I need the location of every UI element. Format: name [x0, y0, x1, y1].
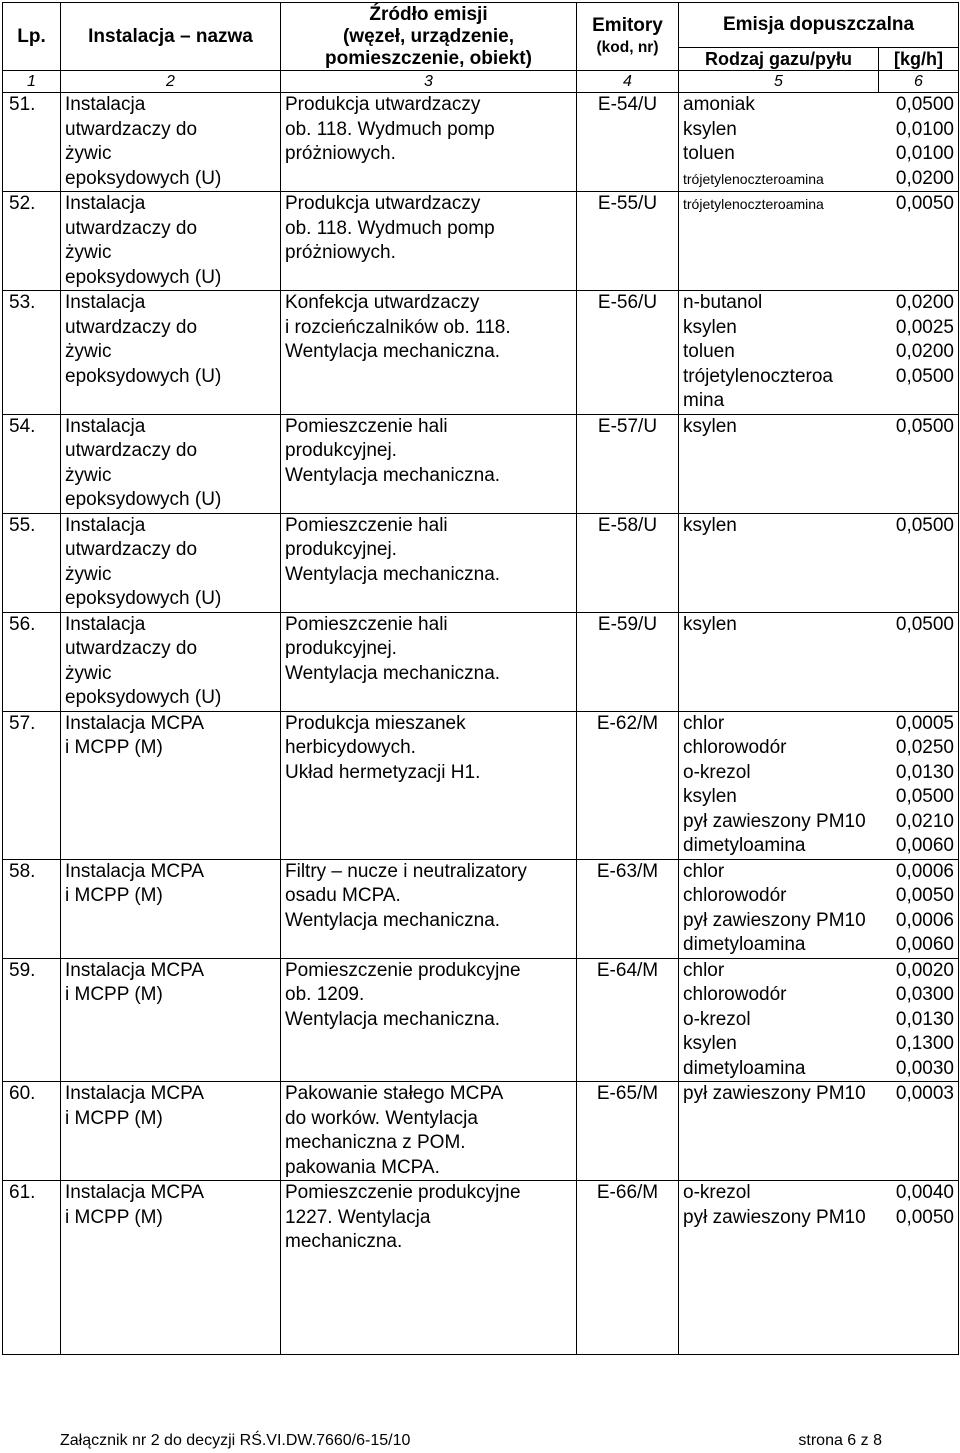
gas-entry [683, 1181, 954, 1206]
gas-entry [683, 933, 954, 958]
table-row [3, 291, 959, 415]
row-number: 52. [3, 192, 61, 291]
gas-entry [683, 613, 954, 638]
gas-name: chlorowodór [683, 737, 787, 758]
emitter-code: E-63/M [577, 859, 679, 958]
gas-entry [683, 1057, 954, 1082]
installation-name: Instalacja utwardzaczy do żywic epoksydowych (U) [61, 513, 281, 612]
emitter-code: E-58/U [577, 513, 679, 612]
gas-entry [683, 785, 954, 810]
table-row [3, 958, 959, 1082]
gas-name: o-krezol [683, 1008, 751, 1030]
gas-entry [683, 983, 954, 1008]
gas-list [679, 291, 959, 415]
emitter-code: E-56/U [577, 291, 679, 415]
gas-entry [683, 1206, 954, 1231]
emission-source: Produkcja utwardzaczy ob. 118. Wydmuch pomp próżniowych. [281, 93, 577, 192]
gas-name: ksylen [683, 786, 737, 807]
gas-entry [683, 142, 954, 167]
gas-name: ksylen [683, 415, 737, 437]
gas-name: ksylen [683, 514, 737, 536]
gas-value: 0,0210 [895, 810, 954, 832]
gas-name: pył zawieszony PM10 [683, 1206, 866, 1228]
gas-name: chlor [683, 959, 725, 981]
row-number: 58. [3, 859, 61, 958]
table-row [3, 711, 959, 859]
gas-value: 0,0050 [895, 1206, 954, 1228]
gas-value: 0,0200 [895, 341, 954, 362]
gas-entry [683, 415, 954, 440]
gas-value: 0,0500 [895, 514, 954, 536]
gas-value: 0,0030 [895, 1057, 954, 1079]
emission-source: Pakowanie stałego MCPA do worków. Wentylacja mechaniczna z POM. pakowania MCPA. [281, 1082, 577, 1181]
table-row [3, 1082, 959, 1181]
gas-name: trójetylenoczteroamina [683, 170, 824, 187]
gas-name: ksylen [683, 1033, 737, 1054]
gas-entry [683, 340, 954, 365]
gas-value: 0,0500 [895, 786, 954, 807]
gas-value: 0,0020 [895, 959, 954, 981]
gas-value: 0,0100 [895, 118, 954, 140]
emission-table [2, 2, 959, 1355]
row-number: 51. [3, 93, 61, 192]
gas-name: n-butanol [683, 292, 763, 313]
gas-name: ksylen [683, 316, 737, 338]
row-number: 60. [3, 1082, 61, 1181]
column-index-row: 1 2 3 4 5 6 [3, 71, 959, 93]
row-number: 53. [3, 291, 61, 415]
gas-name: toluen [683, 143, 735, 164]
gas-value: 0,0006 [895, 860, 954, 882]
gas-list [679, 513, 959, 612]
table-row [3, 513, 959, 612]
gas-entry [683, 810, 954, 835]
installation-name: Instalacja MCPA i MCPP (M) [61, 958, 281, 1082]
header-rodzaj: Rodzaj gazu/pyłu [679, 48, 879, 71]
gas-entry [683, 365, 954, 414]
gas-value: 0,0060 [895, 934, 954, 955]
gas-list [679, 958, 959, 1082]
footer-reference: Załącznik nr 2 do decyzji RŚ.VI.DW.7660/6-15/10 [60, 1432, 411, 1449]
gas-name: chlorowodór [683, 885, 787, 906]
table-row [3, 93, 959, 192]
gas-name: o-krezol [683, 1182, 751, 1203]
row-number: 61. [3, 1181, 61, 1355]
header-emisja: Emisja dopuszczalna [679, 3, 959, 48]
gas-entry [683, 316, 954, 341]
row-number: 59. [3, 958, 61, 1082]
gas-value: 0,0003 [895, 1083, 954, 1104]
gas-name: chlor [683, 860, 725, 882]
gas-list [679, 1082, 959, 1181]
gas-value: 0,0040 [895, 1182, 954, 1203]
gas-name: trójetylenoczteroa mina [683, 365, 833, 411]
gas-entry [683, 909, 954, 934]
gas-list [679, 1181, 959, 1355]
gas-value: 0,1300 [895, 1033, 954, 1054]
table-row [3, 192, 959, 291]
installation-name: Instalacja MCPA i MCPP (M) [61, 1082, 281, 1181]
installation-name: Instalacja utwardzaczy do żywic epoksydowych (U) [61, 612, 281, 711]
table-row [3, 612, 959, 711]
emitter-code: E-65/M [577, 1082, 679, 1181]
row-number: 55. [3, 513, 61, 612]
gas-name: dimetyloamina [683, 1057, 806, 1079]
gas-name: trójetylenoczteroamina [683, 196, 824, 212]
gas-name: pył zawieszony PM10 [683, 810, 866, 832]
gas-entry [683, 884, 954, 909]
gas-value: 0,0025 [895, 316, 954, 338]
gas-entry [683, 291, 954, 316]
emitter-code: E-64/M [577, 958, 679, 1082]
installation-name: Instalacja MCPA i MCPP (M) [61, 1181, 281, 1355]
emission-source: Pomieszczenie produkcyjne ob. 1209. Wentylacja mechaniczna. [281, 958, 577, 1082]
header-instalacja: Instalacja – nazwa [61, 3, 281, 71]
emission-source: Produkcja utwardzaczy ob. 118. Wydmuch pomp próżniowych. [281, 192, 577, 291]
gas-value: 0,0050 [895, 885, 954, 906]
gas-name: chlorowodór [683, 984, 787, 1005]
gas-value: 0,0500 [895, 415, 954, 437]
gas-name: dimetyloamina [683, 835, 806, 856]
gas-value: 0,0006 [895, 909, 954, 931]
header-zrodlo: Źródło emisji (węzeł, urządzenie, pomieszczenie, obiekt) [281, 3, 577, 71]
emission-source: Konfekcja utwardzaczy i rozcieńczalników ob. 118. Wentylacja mechaniczna. [281, 291, 577, 415]
gas-value: 0,0050 [895, 193, 954, 214]
gas-list [679, 192, 959, 291]
installation-name: Instalacja utwardzaczy do żywic epoksydowych (U) [61, 291, 281, 415]
gas-value: 0,0130 [895, 1008, 954, 1030]
gas-value: 0,0500 [895, 94, 954, 115]
header-lp: Lp. [3, 3, 61, 71]
installation-name: Instalacja MCPA i MCPP (M) [61, 711, 281, 859]
emitter-code: E-59/U [577, 612, 679, 711]
footer-page-number: strona 6 z 8 [798, 1432, 882, 1449]
gas-value: 0,0500 [895, 613, 954, 635]
gas-entry [683, 860, 954, 885]
installation-name: Instalacja utwardzaczy do żywic epoksydowych (U) [61, 414, 281, 513]
gas-list [679, 414, 959, 513]
emitter-code: E-57/U [577, 414, 679, 513]
header-jednostka: [kg/h] [879, 48, 959, 71]
gas-name: toluen [683, 341, 735, 362]
row-number: 56. [3, 612, 61, 711]
table-row [3, 414, 959, 513]
row-number: 54. [3, 414, 61, 513]
gas-list [679, 612, 959, 711]
gas-entry [683, 736, 954, 761]
gas-value: 0,0200 [895, 292, 954, 313]
gas-entry [683, 712, 954, 737]
installation-name: Instalacja utwardzaczy do żywic epoksydowych (U) [61, 93, 281, 192]
gas-entry [683, 834, 954, 859]
gas-value: 0,0005 [895, 712, 954, 734]
emission-source: Pomieszczenie produkcyjne 1227. Wentylacja mechaniczna. [281, 1181, 577, 1355]
emission-source: Pomieszczenie hali produkcyjnej. Wentylacja mechaniczna. [281, 612, 577, 711]
page-footer [60, 1432, 882, 1450]
gas-entry [683, 167, 954, 192]
emitter-code: E-62/M [577, 711, 679, 859]
gas-entry [683, 959, 954, 984]
gas-entry [683, 192, 954, 217]
emission-source: Filtry – nucze i neutralizatory osadu MCPA. Wentylacja mechaniczna. [281, 859, 577, 958]
gas-value: 0,0060 [895, 835, 954, 856]
gas-list [679, 859, 959, 958]
gas-list [679, 711, 959, 859]
gas-entry [683, 118, 954, 143]
emitter-code: E-55/U [577, 192, 679, 291]
header-emitory: Emitory (kod, nr) [577, 3, 679, 71]
gas-value: 0,0500 [895, 365, 954, 387]
emission-source: Pomieszczenie hali produkcyjnej. Wentylacja mechaniczna. [281, 414, 577, 513]
table-row [3, 1181, 959, 1355]
gas-name: ksylen [683, 118, 737, 140]
gas-value: 0,0100 [895, 143, 954, 164]
gas-entry [683, 514, 954, 539]
gas-value: 0,0300 [895, 984, 954, 1005]
emitter-code: E-66/M [577, 1181, 679, 1355]
gas-value: 0,0130 [895, 761, 954, 783]
gas-list [679, 93, 959, 192]
gas-value: 0,0250 [895, 737, 954, 758]
gas-entry [683, 761, 954, 786]
emitter-code: E-54/U [577, 93, 679, 192]
gas-name: amoniak [683, 94, 755, 115]
gas-name: pył zawieszony PM10 [683, 909, 866, 931]
gas-entry [683, 1008, 954, 1033]
installation-name: Instalacja utwardzaczy do żywic epoksydowych (U) [61, 192, 281, 291]
gas-value: 0,0200 [895, 167, 954, 189]
gas-entry [683, 1082, 954, 1107]
gas-name: chlor [683, 712, 725, 734]
emission-source: Produkcja mieszanek herbicydowych. Układ hermetyzacji H1. [281, 711, 577, 859]
gas-name: o-krezol [683, 761, 751, 783]
gas-name: dimetyloamina [683, 934, 806, 955]
table-row [3, 859, 959, 958]
emission-source: Pomieszczenie hali produkcyjnej. Wentylacja mechaniczna. [281, 513, 577, 612]
row-number: 57. [3, 711, 61, 859]
gas-entry [683, 93, 954, 118]
gas-name: pył zawieszony PM10 [683, 1083, 866, 1104]
installation-name: Instalacja MCPA i MCPP (M) [61, 859, 281, 958]
gas-entry [683, 1032, 954, 1057]
gas-name: ksylen [683, 613, 737, 635]
